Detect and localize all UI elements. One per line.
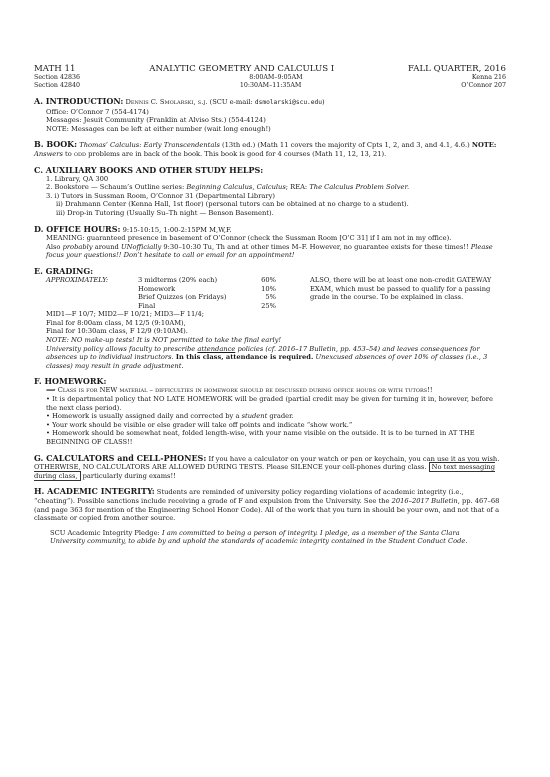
section-time: 10:30AM–11:35AM xyxy=(239,82,302,89)
book-title: The Calculus Problem Solver. xyxy=(309,183,410,192)
item-text: 2. Bookstore — Schaum’s Outline series: xyxy=(46,183,185,192)
section-book xyxy=(34,139,506,158)
grade-pct: 5% xyxy=(265,293,276,302)
list-item: • Your work should be visible or else grader will take off points and indicate “show work.” xyxy=(46,420,353,429)
instructor-name: Dennis C. Smolarski, s.j. xyxy=(125,98,208,106)
grade-table xyxy=(138,276,298,310)
midterm-dates: MID1—F 10/7; MID2—F 10/21; MID3—F 11/4; xyxy=(46,310,204,319)
book-text: (13th ed.) (Math 11 covers the majority of Cpts 1, 2, and 3, and 4.1, 4.6.) xyxy=(222,141,470,150)
text: attendance xyxy=(197,344,236,353)
section-introduction xyxy=(34,96,506,133)
section-number: Section 42840 xyxy=(34,82,80,89)
course-term: FALL QUARTER, 2016 xyxy=(408,64,506,74)
section-office-hours xyxy=(34,224,506,260)
section-homework xyxy=(34,376,506,446)
section-row-2 xyxy=(34,82,506,90)
text: , pp. 467–68 (and page 363 for mention of the Engineering School Honor Code). All of the work that you turn in should be your own, and not that of a classmate or copied from another source. xyxy=(34,496,500,523)
section-integrity xyxy=(34,486,506,546)
grade-item xyxy=(138,302,298,311)
section-auxiliary xyxy=(34,165,506,218)
attendance-policy xyxy=(34,345,506,371)
section-calculators xyxy=(34,453,506,481)
course-title: ANALYTIC GEOMETRY AND CALCULUS I xyxy=(149,64,335,74)
text: grader. xyxy=(269,412,294,421)
course-header xyxy=(34,64,506,74)
section-heading: E. GRADING: xyxy=(34,265,94,276)
section-heading: G. CALCULATORS and CELL-PHONES: xyxy=(34,452,207,463)
text: University policy allows faculty to prescribe xyxy=(46,344,196,353)
text: UNofficially xyxy=(120,242,162,251)
grade-pct: 60% xyxy=(261,275,276,284)
list-item: • It is departmental policy that NO LATE HOMEWORK will be graded (partial credit may be given for turning it in, however, before the next class period). xyxy=(46,395,493,412)
grade-pct: 10% xyxy=(261,284,276,293)
text: student xyxy=(241,412,268,421)
text: Also xyxy=(46,242,61,251)
section-heading: C. AUXILIARY BOOKS AND OTHER STUDY HELPS: xyxy=(34,164,264,175)
note-label: NOTE: xyxy=(471,141,497,150)
text: 9:30–10:30 Tu, Th and at other times M–F. However, no guarantee exists for these times!! xyxy=(163,242,469,251)
grade-name: 3 midterms (20% each) xyxy=(138,275,218,284)
book-text: to xyxy=(65,149,72,158)
grade-pct: 25% xyxy=(261,301,276,310)
section-heading: H. ACADEMIC INTEGRITY: xyxy=(34,486,155,497)
odd-word: odd xyxy=(73,149,87,158)
pledge-text: I am committed to being a person of integrity. I pledge, as a member of the Santa Clara University community, to abide by and uphold the standards of academic integrity contained in the Student Conduct Code. xyxy=(50,528,468,546)
office-hours: 9:15-10:15, 1:00-2:15PM M,W,F. xyxy=(122,225,232,234)
list-item xyxy=(34,183,506,192)
approx-label: APPROXIMATELY: xyxy=(46,275,109,284)
grade-item xyxy=(138,276,298,285)
section-row-1 xyxy=(34,74,506,82)
email-label: (SCU e-mail: xyxy=(209,98,253,106)
text: Unexcused absences of over 10% of classes (i.e., 3 classes) may result in grade adjustment. xyxy=(46,353,488,370)
section-heading: F. HOMEWORK: xyxy=(34,376,107,387)
section-heading: B. BOOK: xyxy=(34,139,78,150)
book-title: Calculus xyxy=(256,183,286,192)
book-title: Thomas’ Calculus: Early Transcendentals xyxy=(79,141,220,150)
grade-name: Brief Quizzes (on Fridays) xyxy=(138,293,227,302)
text: probably xyxy=(62,242,93,251)
no-texting-box: No text messaging during class, xyxy=(34,463,496,480)
grade-name: Final xyxy=(138,301,156,310)
text: If you have a calculator on your watch or pen or keychain, you can use it as you wish. OTHERWISE, NO CALCULATORS ARE ALLOWED DURING TESTS. Please SILENCE your cell-phones during class. xyxy=(34,454,500,472)
gateway-note: ALSO, there will be at least one non-credit GATEWAY EXAM, which must be passed to qualify for a passing grade in the course. To be explained in class. xyxy=(310,275,492,302)
list-item: 1. Library, QA 300 xyxy=(46,174,109,183)
list-item: ii) Drahmann Center (Kenna Hall, 1st floor) (personal tutors can be obtained at no charge to a student). xyxy=(56,200,409,209)
book-title: Beginning Calculus xyxy=(186,183,253,192)
office-line: Office: O’Connor 7 (554-4174) xyxy=(46,107,149,116)
section-grading xyxy=(34,266,506,371)
grade-item xyxy=(138,293,298,302)
list-item: iii) Drop-in Tutoring (Usually Su–Th night — Benson Basement). xyxy=(56,208,274,217)
section-room: O’Connor 207 xyxy=(461,82,506,89)
separator: , xyxy=(252,183,255,192)
section-heading: D. OFFICE HOURS: xyxy=(34,223,121,234)
text: • Homework is usually assigned daily and corrected by a xyxy=(46,412,240,421)
pledge-label: SCU Academic Integrity Pledge: xyxy=(50,528,160,537)
section-number: Section 42836 xyxy=(34,74,80,81)
email-link[interactable]: dsmolarski@scu.edu xyxy=(254,99,322,106)
answers-word: Answers xyxy=(34,149,63,158)
text: 2016–2017 Bulletin xyxy=(391,496,458,505)
list-item: • Homework should be somewhat neat, folded length-wise, with your name visible on the outside. It is to be turned in AT THE BEGINNING OF CLASS!! xyxy=(46,429,475,446)
meaning-line: MEANING: guaranteed presence in basement of O’Connor (check the Sussman Room [O’C 31] if I am not in my office). xyxy=(46,234,452,243)
section-room: Kenna 216 xyxy=(471,74,506,81)
makeup-note: NOTE: NO make-up tests! It is NOT permitted to take the final early! xyxy=(46,336,282,345)
messages-line: Messages: Jesuit Community (Franklin at Alviso Sts.) (554-4124) xyxy=(46,116,266,125)
text: Please focus your questions!! Don’t hesitate to call or email for an appointment! xyxy=(46,242,493,260)
grade-name: Homework xyxy=(138,284,176,293)
also-line xyxy=(34,243,506,260)
grade-item xyxy=(138,285,298,294)
text: around xyxy=(94,242,119,251)
text: particularly during exams!! xyxy=(82,471,176,480)
text: policies (cf. 2016–17 Bulletin, pp. 453–54) and leaves consequences for absences up to individual instructors. xyxy=(46,344,480,362)
section-heading: A. INTRODUCTION: xyxy=(34,96,124,106)
note-line: NOTE: Messages can be left at either number (wait long enough!) xyxy=(46,124,271,133)
grade-breakdown xyxy=(34,276,506,310)
book-text: problems are in back of the book. This book is good for 4 courses (Math 11, 12, 13, 21). xyxy=(88,149,387,158)
list-item: 3. i) Tutors in Sussman Room, O’Connor 31 (Departmental Library) xyxy=(46,191,275,200)
integrity-pledge xyxy=(34,529,506,546)
final-date: Final for 10:30am class, F 12/9 (9:10AM). xyxy=(46,327,188,336)
homework-note: ⟹ Class is for NEW material – difficulties in homework should be discussed during office hours or with tutors!! xyxy=(46,386,433,395)
list-item xyxy=(34,412,506,421)
text: In this class, attendance is required. xyxy=(175,353,314,362)
course-number: MATH 11 xyxy=(34,64,76,74)
section-time: 8:00AM–9:05AM xyxy=(249,74,303,81)
email-close: ) xyxy=(321,98,325,106)
final-date: Final for 8:00am class, M 12/5 (9:10AM), xyxy=(46,318,186,327)
text: Students are reminded of university policy regarding violations of academic integrity (i.e., “cheating”). Possible sanctions include receiving a grade of F and expulsion from the University. See the xyxy=(34,488,464,505)
separator: ; REA: xyxy=(285,183,308,192)
